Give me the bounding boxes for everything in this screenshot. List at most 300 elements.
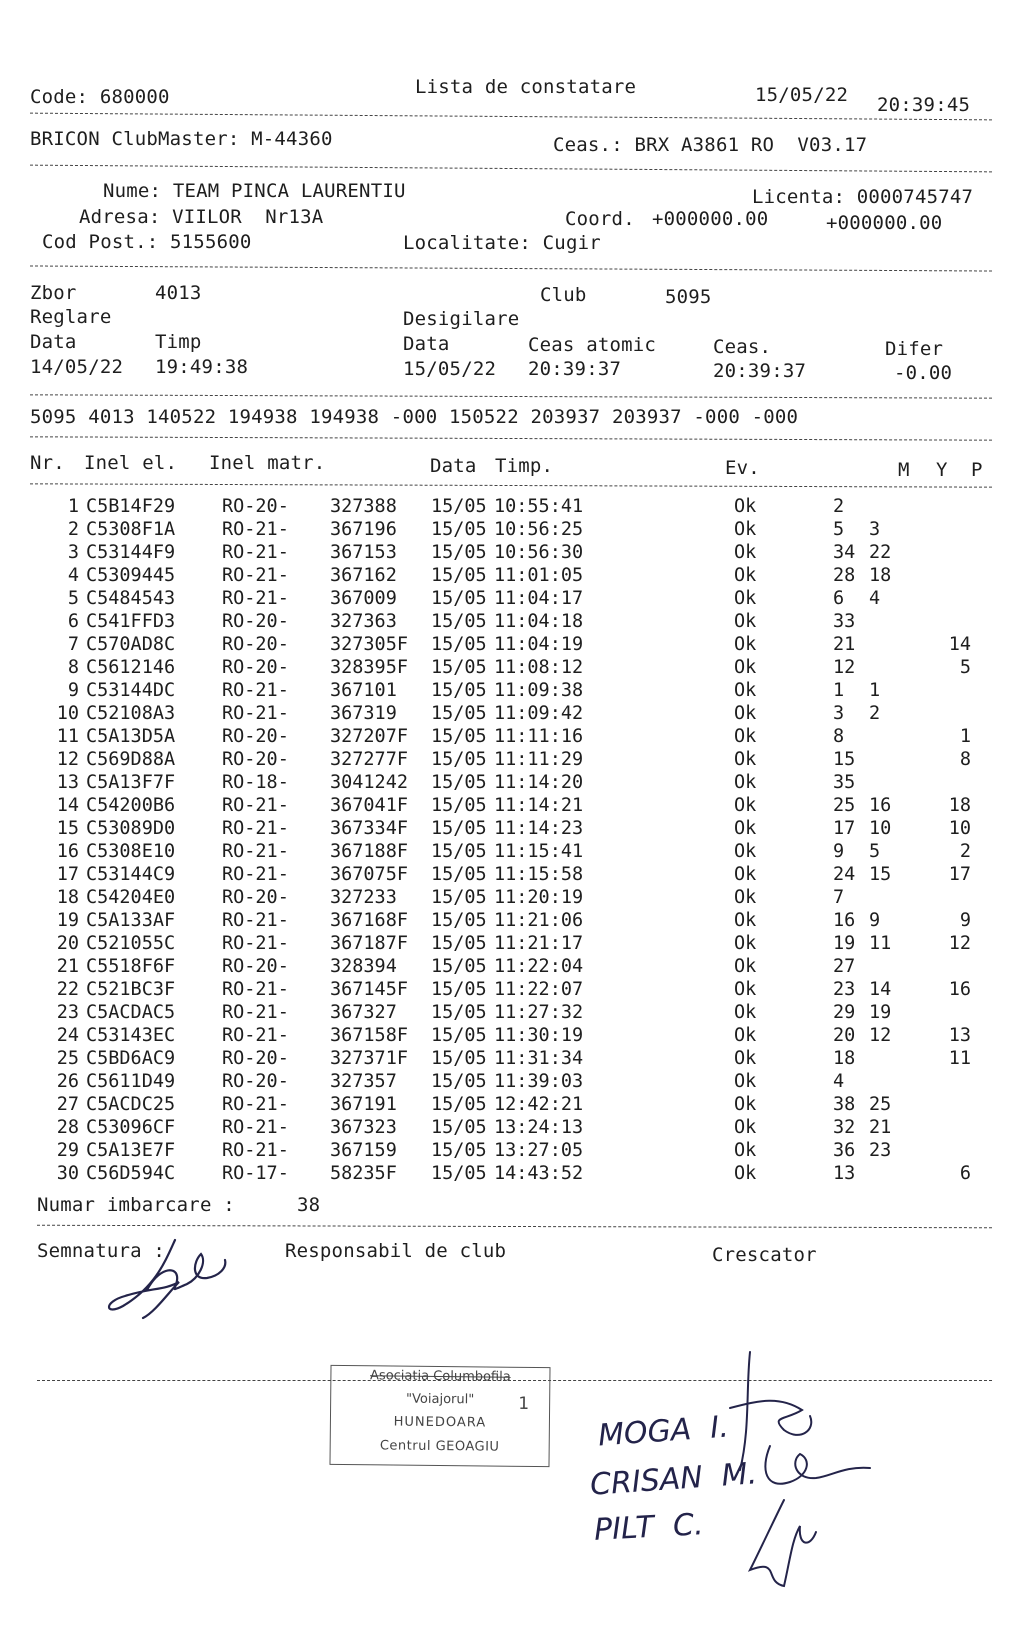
table-row bbox=[0, 634, 1024, 656]
row-ring-prefix: RO-21- bbox=[222, 565, 289, 586]
row-date: 15/05 bbox=[431, 634, 487, 655]
row-time: 13:27:05 bbox=[494, 1140, 584, 1161]
row-chip: C53144C9 bbox=[86, 864, 176, 885]
row-chip: C5ACDAC5 bbox=[86, 1002, 176, 1023]
atomic-time: 20:39:37 bbox=[528, 358, 622, 380]
row-event: Ok bbox=[734, 588, 757, 609]
row-p: 14 bbox=[948, 634, 971, 655]
row-nr: 10 bbox=[56, 703, 79, 724]
row-date: 15/05 bbox=[431, 795, 487, 816]
coord-y: +000000.00 bbox=[826, 212, 943, 234]
col-header-data: Data bbox=[430, 455, 477, 477]
license-number: Licenta: 0000745747 bbox=[752, 186, 974, 208]
row-ring-prefix: RO-21- bbox=[222, 1094, 289, 1115]
coord-x: +000000.00 bbox=[652, 208, 769, 230]
row-event: Ok bbox=[734, 772, 757, 793]
divider bbox=[30, 394, 992, 398]
row-m: 33 bbox=[833, 611, 856, 632]
row-nr: 2 bbox=[67, 519, 79, 540]
row-date: 15/05 bbox=[431, 772, 487, 793]
col-header-nr: Nr. bbox=[30, 452, 65, 474]
row-nr: 12 bbox=[56, 749, 79, 770]
row-ring-number: 367191 bbox=[330, 1094, 397, 1115]
table-row bbox=[0, 657, 1024, 679]
row-event: Ok bbox=[734, 1094, 757, 1115]
row-nr: 16 bbox=[56, 841, 79, 862]
row-event: Ok bbox=[734, 519, 757, 540]
row-p: 2 bbox=[959, 841, 971, 862]
col-header-p: P bbox=[971, 459, 983, 481]
row-date: 15/05 bbox=[431, 1025, 487, 1046]
row-ring-number: 3041242 bbox=[330, 772, 408, 793]
row-time: 11:31:34 bbox=[494, 1048, 584, 1069]
stamp-line-2: "Voiajorul" bbox=[406, 1391, 475, 1408]
desigilare-label: Desigilare bbox=[403, 308, 520, 330]
row-time: 11:21:06 bbox=[494, 910, 584, 931]
club-stamp bbox=[329, 1365, 550, 1467]
row-nr: 30 bbox=[56, 1163, 79, 1184]
row-y: 19 bbox=[869, 1002, 892, 1023]
row-m: 32 bbox=[833, 1117, 856, 1138]
handwritten-name-2: CRISAN M. bbox=[588, 1456, 759, 1503]
row-nr: 20 bbox=[56, 933, 79, 954]
row-ring-prefix: RO-21- bbox=[222, 1002, 289, 1023]
row-chip: C54200B6 bbox=[86, 795, 176, 816]
row-ring-prefix: RO-20- bbox=[222, 634, 289, 655]
col-header-inel-el: Inel el. bbox=[84, 452, 178, 474]
row-date: 15/05 bbox=[431, 749, 487, 770]
row-chip: C53143EC bbox=[86, 1025, 176, 1046]
handwritten-name-3: PILT C. bbox=[593, 1507, 705, 1548]
table-row bbox=[0, 611, 1024, 633]
row-m: 6 bbox=[833, 588, 845, 609]
row-ring-prefix: RO-21- bbox=[222, 933, 289, 954]
row-p: 11 bbox=[948, 1048, 971, 1069]
table-row bbox=[0, 496, 1024, 518]
table-row bbox=[0, 1163, 1024, 1185]
handwritten-name-1: MOGA I. bbox=[596, 1409, 730, 1454]
stamp-line-1: Asociatia Columbofila bbox=[369, 1368, 511, 1385]
row-p: 17 bbox=[948, 864, 971, 885]
row-date: 15/05 bbox=[431, 956, 487, 977]
row-time: 11:20:19 bbox=[494, 887, 584, 908]
row-ring-number: 327357 bbox=[330, 1071, 397, 1092]
table-row bbox=[0, 887, 1024, 909]
row-ring-prefix: RO-20- bbox=[222, 496, 289, 517]
row-time: 10:55:41 bbox=[494, 496, 584, 517]
row-ring-number: 327388 bbox=[330, 496, 397, 517]
row-event: Ok bbox=[734, 818, 757, 839]
row-chip: C5308F1A bbox=[86, 519, 176, 540]
row-date: 15/05 bbox=[431, 588, 487, 609]
table-row bbox=[0, 1025, 1024, 1047]
owner-name: Nume: TEAM PINCA LAURENTIU bbox=[103, 180, 406, 202]
row-y: 10 bbox=[869, 818, 892, 839]
row-date: 15/05 bbox=[431, 611, 487, 632]
row-chip: C52108A3 bbox=[86, 703, 176, 724]
row-chip: C5A13E7F bbox=[86, 1140, 176, 1161]
row-nr: 18 bbox=[56, 887, 79, 908]
row-chip: C54204E0 bbox=[86, 887, 176, 908]
row-time: 13:24:13 bbox=[494, 1117, 584, 1138]
row-date: 15/05 bbox=[431, 933, 487, 954]
divider bbox=[30, 436, 992, 440]
row-m: 15 bbox=[833, 749, 856, 770]
row-ring-prefix: RO-21- bbox=[222, 795, 289, 816]
row-m: 23 bbox=[833, 979, 856, 1000]
row-date: 15/05 bbox=[431, 1002, 487, 1023]
table-row bbox=[0, 979, 1024, 1001]
row-ring-number: 367101 bbox=[330, 680, 397, 701]
row-ring-prefix: RO-20- bbox=[222, 1048, 289, 1069]
row-ring-prefix: RO-20- bbox=[222, 611, 289, 632]
row-ring-number: 367188F bbox=[330, 841, 408, 862]
row-time: 11:14:23 bbox=[494, 818, 584, 839]
row-m: 17 bbox=[833, 818, 856, 839]
row-nr: 21 bbox=[56, 956, 79, 977]
table-row bbox=[0, 680, 1024, 702]
row-m: 1 bbox=[833, 680, 845, 701]
divider bbox=[30, 113, 992, 121]
row-ring-prefix: RO-20- bbox=[222, 887, 289, 908]
row-ring-number: 367168F bbox=[330, 910, 408, 931]
row-nr: 25 bbox=[56, 1048, 79, 1069]
total-value: 38 bbox=[297, 1194, 321, 1216]
row-nr: 24 bbox=[56, 1025, 79, 1046]
row-event: Ok bbox=[734, 979, 757, 1000]
row-m: 20 bbox=[833, 1025, 856, 1046]
table-row bbox=[0, 1140, 1024, 1162]
row-time: 11:11:29 bbox=[494, 749, 584, 770]
row-p: 18 bbox=[948, 795, 971, 816]
row-nr: 3 bbox=[67, 542, 79, 563]
table-row bbox=[0, 749, 1024, 771]
row-date: 15/05 bbox=[431, 1048, 487, 1069]
row-chip: C521055C bbox=[86, 933, 176, 954]
row-event: Ok bbox=[734, 841, 757, 862]
reglare-time: 19:49:38 bbox=[155, 356, 249, 378]
row-chip: C569D88A bbox=[86, 749, 176, 770]
row-y: 22 bbox=[869, 542, 892, 563]
row-m: 24 bbox=[833, 864, 856, 885]
stamp-number: 1 bbox=[518, 1393, 530, 1414]
row-y: 5 bbox=[869, 841, 881, 862]
row-date: 15/05 bbox=[431, 519, 487, 540]
row-nr: 6 bbox=[67, 611, 79, 632]
row-p: 10 bbox=[948, 818, 971, 839]
row-ring-number: 367323 bbox=[330, 1117, 397, 1138]
row-p: 5 bbox=[959, 657, 971, 678]
row-ring-prefix: RO-21- bbox=[222, 1140, 289, 1161]
row-ring-prefix: RO-21- bbox=[222, 841, 289, 862]
row-date: 15/05 bbox=[431, 841, 487, 862]
row-time: 11:11:16 bbox=[494, 726, 584, 747]
table-row bbox=[0, 956, 1024, 978]
row-chip: C541FFD3 bbox=[86, 611, 176, 632]
club-signature-image bbox=[95, 1232, 235, 1322]
row-chip: C5612146 bbox=[86, 657, 176, 678]
row-m: 19 bbox=[833, 933, 856, 954]
row-y: 9 bbox=[869, 910, 881, 931]
row-event: Ok bbox=[734, 1163, 757, 1184]
row-event: Ok bbox=[734, 1071, 757, 1092]
committee-signatures-image bbox=[720, 1350, 880, 1590]
zbor-label: Zbor bbox=[30, 282, 77, 304]
row-event: Ok bbox=[734, 542, 757, 563]
timp-label: Timp bbox=[155, 331, 202, 353]
row-ring-number: 367009 bbox=[330, 588, 397, 609]
row-date: 15/05 bbox=[431, 910, 487, 931]
table-row bbox=[0, 726, 1024, 748]
row-time: 12:42:21 bbox=[494, 1094, 584, 1115]
row-y: 12 bbox=[869, 1025, 892, 1046]
row-time: 11:15:41 bbox=[494, 841, 584, 862]
row-y: 21 bbox=[869, 1117, 892, 1138]
data2-label: Data bbox=[403, 333, 450, 355]
table-row bbox=[0, 933, 1024, 955]
row-ring-prefix: RO-21- bbox=[222, 542, 289, 563]
row-ring-number: 327363 bbox=[330, 611, 397, 632]
row-p: 12 bbox=[948, 933, 971, 954]
row-nr: 27 bbox=[56, 1094, 79, 1115]
col-header-inel-matr: Inel matr. bbox=[209, 452, 326, 474]
row-date: 15/05 bbox=[431, 1094, 487, 1115]
row-event: Ok bbox=[734, 1140, 757, 1161]
difer-label: Difer bbox=[885, 338, 944, 360]
row-y: 2 bbox=[869, 703, 881, 724]
row-event: Ok bbox=[734, 657, 757, 678]
stamp-line-4: Centrul GEOAGIU bbox=[379, 1438, 500, 1455]
row-ring-number: 367162 bbox=[330, 565, 397, 586]
row-ring-prefix: RO-20- bbox=[222, 726, 289, 747]
row-ring-prefix: RO-21- bbox=[222, 519, 289, 540]
row-m: 9 bbox=[833, 841, 845, 862]
table-row bbox=[0, 1094, 1024, 1116]
row-event: Ok bbox=[734, 864, 757, 885]
row-chip: C5484543 bbox=[86, 588, 176, 609]
row-date: 15/05 bbox=[431, 864, 487, 885]
col-header-timp: Timp. bbox=[495, 455, 554, 477]
row-ring-prefix: RO-20- bbox=[222, 1071, 289, 1092]
row-ring-number: 367196 bbox=[330, 519, 397, 540]
total-label: Numar imbarcare : bbox=[37, 1194, 235, 1216]
row-ring-number: 367159 bbox=[330, 1140, 397, 1161]
row-m: 21 bbox=[833, 634, 856, 655]
row-event: Ok bbox=[734, 910, 757, 931]
row-ring-prefix: RO-21- bbox=[222, 1025, 289, 1046]
row-time: 11:01:05 bbox=[494, 565, 584, 586]
row-ring-number: 367187F bbox=[330, 933, 408, 954]
table-row bbox=[0, 542, 1024, 564]
row-chip: C521BC3F bbox=[86, 979, 176, 1000]
row-ring-number: 327371F bbox=[330, 1048, 408, 1069]
row-ring-prefix: RO-21- bbox=[222, 979, 289, 1000]
row-time: 11:14:20 bbox=[494, 772, 584, 793]
table-row bbox=[0, 565, 1024, 587]
row-ring-number: 367334F bbox=[330, 818, 408, 839]
row-ring-prefix: RO-20- bbox=[222, 749, 289, 770]
row-time: 11:30:19 bbox=[494, 1025, 584, 1046]
row-time: 11:21:17 bbox=[494, 933, 584, 954]
row-m: 34 bbox=[833, 542, 856, 563]
table-row bbox=[0, 910, 1024, 932]
row-nr: 8 bbox=[67, 657, 79, 678]
reglare-label: Reglare bbox=[30, 306, 112, 328]
row-ring-prefix: RO-21- bbox=[222, 910, 289, 931]
row-ring-prefix: RO-21- bbox=[222, 680, 289, 701]
table-row bbox=[0, 795, 1024, 817]
row-date: 15/05 bbox=[431, 703, 487, 724]
row-y: 3 bbox=[869, 519, 881, 540]
desigilare-date: 15/05/22 bbox=[403, 358, 497, 380]
row-m: 2 bbox=[833, 496, 845, 517]
ceas-atomic-label: Ceas atomic bbox=[528, 334, 657, 356]
system-version: BRICON ClubMaster: M-44360 bbox=[30, 128, 333, 150]
row-nr: 14 bbox=[56, 795, 79, 816]
row-event: Ok bbox=[734, 611, 757, 632]
row-date: 15/05 bbox=[431, 726, 487, 747]
col-header-ev: Ev. bbox=[725, 457, 760, 479]
row-m: 25 bbox=[833, 795, 856, 816]
row-event: Ok bbox=[734, 703, 757, 724]
table-row bbox=[0, 519, 1024, 541]
row-ring-number: 367145F bbox=[330, 979, 408, 1000]
row-date: 15/05 bbox=[431, 657, 487, 678]
clock-id: Ceas.: BRX A3861 RO V03.17 bbox=[553, 134, 868, 156]
row-ring-prefix: RO-21- bbox=[222, 818, 289, 839]
row-time: 11:09:42 bbox=[494, 703, 584, 724]
row-ring-number: 58235F bbox=[330, 1163, 397, 1184]
print-time: 20:39:45 bbox=[877, 94, 971, 116]
row-y: 15 bbox=[869, 864, 892, 885]
row-m: 12 bbox=[833, 657, 856, 678]
row-ring-prefix: RO-18- bbox=[222, 772, 289, 793]
row-chip: C53096CF bbox=[86, 1117, 176, 1138]
row-ring-prefix: RO-21- bbox=[222, 1117, 289, 1138]
row-m: 3 bbox=[833, 703, 845, 724]
divider bbox=[37, 1225, 992, 1229]
row-time: 10:56:30 bbox=[494, 542, 584, 563]
row-ring-prefix: RO-20- bbox=[222, 956, 289, 977]
row-nr: 17 bbox=[56, 864, 79, 885]
row-nr: 13 bbox=[56, 772, 79, 793]
row-event: Ok bbox=[734, 496, 757, 517]
table-row bbox=[0, 772, 1024, 794]
row-m: 28 bbox=[833, 565, 856, 586]
row-chip: C5518F6F bbox=[86, 956, 176, 977]
row-p: 16 bbox=[948, 979, 971, 1000]
row-time: 11:14:21 bbox=[494, 795, 584, 816]
row-y: 18 bbox=[869, 565, 892, 586]
divider bbox=[30, 265, 992, 271]
signature-label: Semnatura : bbox=[37, 1240, 166, 1262]
row-chip: C5ACDC25 bbox=[86, 1094, 176, 1115]
row-nr: 4 bbox=[67, 565, 79, 586]
row-chip: C5A133AF bbox=[86, 910, 176, 931]
row-chip: C53089D0 bbox=[86, 818, 176, 839]
table-row bbox=[0, 864, 1024, 886]
row-m: 27 bbox=[833, 956, 856, 977]
row-time: 11:22:07 bbox=[494, 979, 584, 1000]
zbor-value: 4013 bbox=[155, 282, 202, 304]
row-m: 35 bbox=[833, 772, 856, 793]
row-y: 25 bbox=[869, 1094, 892, 1115]
row-chip: C5BD6AC9 bbox=[86, 1048, 176, 1069]
row-time: 11:08:12 bbox=[494, 657, 584, 678]
row-ring-number: 367041F bbox=[330, 795, 408, 816]
row-event: Ok bbox=[734, 887, 757, 908]
row-time: 11:09:38 bbox=[494, 680, 584, 701]
row-nr: 7 bbox=[67, 634, 79, 655]
club-label: Club bbox=[540, 284, 587, 306]
row-ring-number: 328395F bbox=[330, 657, 408, 678]
row-m: 18 bbox=[833, 1048, 856, 1069]
row-event: Ok bbox=[734, 749, 757, 770]
row-m: 13 bbox=[833, 1163, 856, 1184]
row-event: Ok bbox=[734, 680, 757, 701]
row-ring-prefix: RO-21- bbox=[222, 703, 289, 724]
row-nr: 11 bbox=[56, 726, 79, 747]
row-p: 8 bbox=[959, 749, 971, 770]
breeder-label: Crescator bbox=[712, 1244, 817, 1266]
row-nr: 1 bbox=[67, 496, 79, 517]
row-time: 10:56:25 bbox=[494, 519, 584, 540]
row-date: 15/05 bbox=[431, 818, 487, 839]
row-m: 7 bbox=[833, 887, 845, 908]
difer-value: -0.00 bbox=[894, 362, 953, 384]
row-time: 11:04:17 bbox=[494, 588, 584, 609]
row-nr: 29 bbox=[56, 1140, 79, 1161]
row-nr: 22 bbox=[56, 979, 79, 1000]
row-y: 14 bbox=[869, 979, 892, 1000]
summary-line: 5095 4013 140522 194938 194938 -000 150522 203937 203937 -000 -000 bbox=[30, 406, 799, 428]
row-time: 11:22:04 bbox=[494, 956, 584, 977]
row-nr: 9 bbox=[67, 680, 79, 701]
row-event: Ok bbox=[734, 726, 757, 747]
coord-label: Coord. bbox=[565, 208, 635, 230]
row-event: Ok bbox=[734, 1025, 757, 1046]
row-date: 15/05 bbox=[431, 680, 487, 701]
row-chip: C5611D49 bbox=[86, 1071, 176, 1092]
row-y: 16 bbox=[869, 795, 892, 816]
row-ring-prefix: RO-21- bbox=[222, 588, 289, 609]
row-nr: 15 bbox=[56, 818, 79, 839]
row-event: Ok bbox=[734, 634, 757, 655]
row-nr: 19 bbox=[56, 910, 79, 931]
document-title: Lista de constatare bbox=[415, 76, 637, 98]
table-row bbox=[0, 1002, 1024, 1024]
row-event: Ok bbox=[734, 933, 757, 954]
row-m: 16 bbox=[833, 910, 856, 931]
data-label: Data bbox=[30, 331, 77, 353]
row-m: 8 bbox=[833, 726, 845, 747]
row-chip: C5308E10 bbox=[86, 841, 176, 862]
row-chip: C5A13F7F bbox=[86, 772, 176, 793]
row-chip: C56D594C bbox=[86, 1163, 176, 1184]
row-ring-number: 327305F bbox=[330, 634, 408, 655]
clock-time: 20:39:37 bbox=[713, 360, 807, 382]
row-event: Ok bbox=[734, 565, 757, 586]
divider bbox=[30, 483, 992, 487]
row-ring-number: 327207F bbox=[330, 726, 408, 747]
row-chip: C53144F9 bbox=[86, 542, 176, 563]
table-row bbox=[0, 1071, 1024, 1093]
row-y: 23 bbox=[869, 1140, 892, 1161]
table-row bbox=[0, 703, 1024, 725]
table-row bbox=[0, 841, 1024, 863]
locality: Localitate: Cugir bbox=[403, 232, 601, 254]
row-nr: 26 bbox=[56, 1071, 79, 1092]
